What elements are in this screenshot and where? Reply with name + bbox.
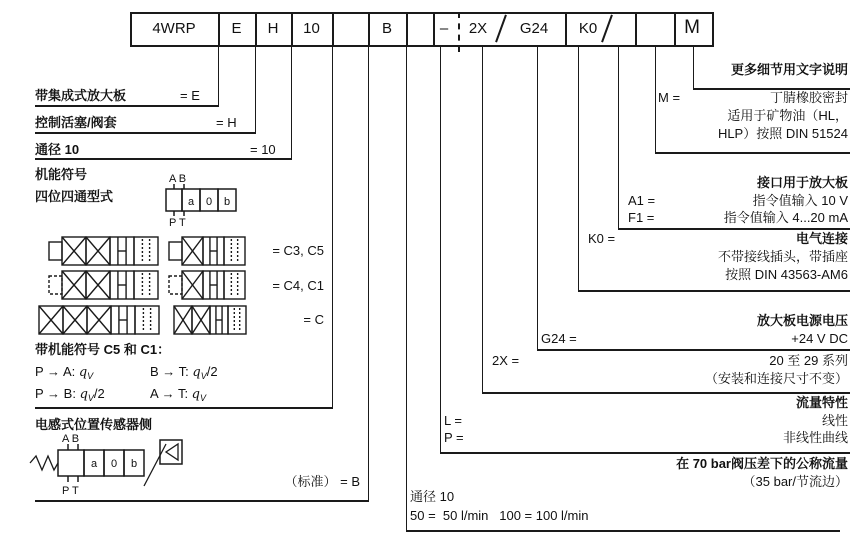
- spool-code-c4c1: = C4, C1: [272, 278, 324, 293]
- code-cell-m: [635, 20, 674, 40]
- position-transducer-icon: [160, 440, 182, 464]
- spring-icon: [30, 456, 58, 470]
- port-label-pt: P T: [169, 217, 186, 228]
- connector-line: [578, 45, 579, 290]
- spool-pos-0: 0: [110, 458, 118, 470]
- connector-line: [440, 45, 441, 452]
- label-linear: 线性: [821, 413, 848, 428]
- spool-pos-0: 0: [205, 196, 213, 208]
- spool-pos-a: a: [187, 196, 195, 208]
- connector-line: [332, 45, 333, 407]
- port-label-pt: P T: [62, 485, 79, 497]
- spool-pos-a: a: [90, 458, 98, 470]
- slash-line: [144, 444, 166, 486]
- connector-line: [406, 45, 407, 530]
- label-din-43563: 按照 DIN 43563-AM6: [725, 267, 848, 282]
- underline: [35, 132, 256, 134]
- underline: [482, 392, 850, 394]
- underline: [35, 158, 292, 160]
- label-inductive-sensor-side: 电感式位置传感器侧: [35, 417, 153, 432]
- connector-line: [618, 45, 619, 228]
- label-seal-nbr: 丁腈橡胶密封: [769, 90, 848, 105]
- port-label-ab: A B: [62, 433, 80, 445]
- key-f1: F1 =: [628, 210, 655, 225]
- code-cell-k0: K0: [578, 20, 598, 37]
- label-series-20-29: 20 至 29 系列: [769, 353, 848, 368]
- underline: [406, 530, 840, 532]
- label-nominal-size: 通径 10: [35, 142, 80, 157]
- port-label-ab: A B: [169, 173, 187, 185]
- flow-values-options: 50 = 50 l/min 100 = 100 l/min: [410, 508, 589, 523]
- label-4-4-way: 四位四通型式: [35, 189, 114, 204]
- label-24vdc: +24 V DC: [791, 331, 848, 346]
- label-nonlinear: 非线性曲线: [782, 430, 848, 445]
- spool-symbol: [48, 236, 160, 267]
- connector-line: [693, 45, 694, 88]
- spool-symbol: [168, 236, 247, 267]
- spool-symbol: [168, 270, 247, 301]
- code-cell-b: B: [381, 20, 392, 37]
- spool-code-c: = C: [303, 312, 324, 327]
- sensor-valve-symbol: [28, 432, 188, 498]
- label-without-plug: 不带接线插头，带插座: [717, 249, 848, 264]
- label-more-details: 更多细节用文字说明: [730, 62, 848, 77]
- label-amplifier-interface: 接口用于放大板: [756, 175, 848, 190]
- label-supply-voltage: 放大板电源电压: [756, 313, 848, 328]
- flow-note-at: A → T: $q_V$: [150, 386, 207, 403]
- cell-divider: [406, 12, 408, 47]
- underline: [537, 349, 850, 351]
- underline: [655, 152, 850, 154]
- spool-pos-b: b: [130, 458, 138, 470]
- code-cell-h: H: [267, 20, 279, 37]
- flow-note-bt: B → T: $q_V/2$: [150, 364, 218, 381]
- label-with-symbols-c5-c1: 带机能符号 C5 和 C1：: [35, 342, 171, 357]
- flow-values-size: 通径 10: [410, 489, 455, 504]
- connector-line: [368, 45, 369, 500]
- label-seal-oil: 适用于矿物油（HL，: [727, 108, 848, 123]
- key-l: L =: [444, 413, 462, 428]
- label-series-note: （安装和连接尺寸不变）: [704, 371, 848, 386]
- key-a1: A1 =: [628, 193, 656, 208]
- key-2x: 2X =: [492, 353, 520, 368]
- label-seal-din: HLP）按照 DIN 51524: [717, 126, 848, 141]
- label-function-symbol: 机能符号: [35, 167, 88, 182]
- label-control-spool: 控制活塞/阀套: [35, 115, 117, 130]
- spool-symbol: [173, 305, 248, 336]
- label-flow-characteristics: 流量特性: [795, 395, 848, 410]
- spool-code-c3c5: = C3, C5: [272, 243, 324, 258]
- code-cell-dash: –: [439, 20, 449, 37]
- label-command-10v: 指令值输入 10 V: [752, 193, 848, 208]
- code-cell-10: 10: [303, 20, 320, 37]
- cell-divider: [332, 12, 334, 47]
- code-cell-g24: G24: [519, 20, 549, 37]
- value-standard-b: （标准） = B: [284, 474, 360, 489]
- connector-line: [218, 45, 219, 105]
- spool-symbol: [38, 305, 161, 336]
- pilot-valve-symbol: [164, 172, 254, 228]
- underline: [35, 407, 333, 409]
- key-g24: G24 =: [541, 331, 577, 346]
- flow-note-pa: P → A: $q_V$: [35, 364, 94, 381]
- code-cell-2x: 2X: [468, 20, 488, 37]
- underline: [618, 228, 850, 230]
- connector-line: [255, 45, 256, 132]
- value-e: = E: [180, 88, 200, 103]
- value-10: = 10: [250, 142, 276, 157]
- label-nominal-flow-70bar: 在 70 bar阀压差下的公称流量: [676, 456, 848, 471]
- label-integrated-amplifier: 带集成式放大板: [35, 88, 127, 103]
- connector-line: [655, 45, 656, 152]
- spool-pos-b: b: [223, 196, 231, 208]
- value-h: = H: [216, 115, 237, 130]
- label-electrical-connection: 电气连接: [795, 231, 848, 246]
- label-35bar-edge: （35 bar/节流边）: [742, 474, 848, 489]
- code-cell-e: E: [231, 20, 242, 37]
- spool-symbol: [48, 270, 160, 301]
- key-k0: K0 =: [588, 231, 616, 246]
- connector-line: [537, 45, 538, 349]
- underline: [578, 290, 850, 292]
- connector-line: [482, 45, 483, 392]
- code-cell-star: M: [684, 17, 700, 38]
- label-command-420ma: 指令值输入 4...20 mA: [723, 210, 848, 225]
- code-cell-4wrp: 4WRP: [152, 20, 196, 37]
- underline: [35, 105, 219, 107]
- cell-divider: [565, 12, 567, 47]
- flow-note-pb: P → B: $q_V/2$: [35, 386, 105, 403]
- key-m: M =: [658, 90, 681, 105]
- key-p: P =: [444, 430, 464, 445]
- underline: [35, 500, 369, 502]
- underline: [440, 452, 850, 454]
- connector-line: [291, 45, 292, 158]
